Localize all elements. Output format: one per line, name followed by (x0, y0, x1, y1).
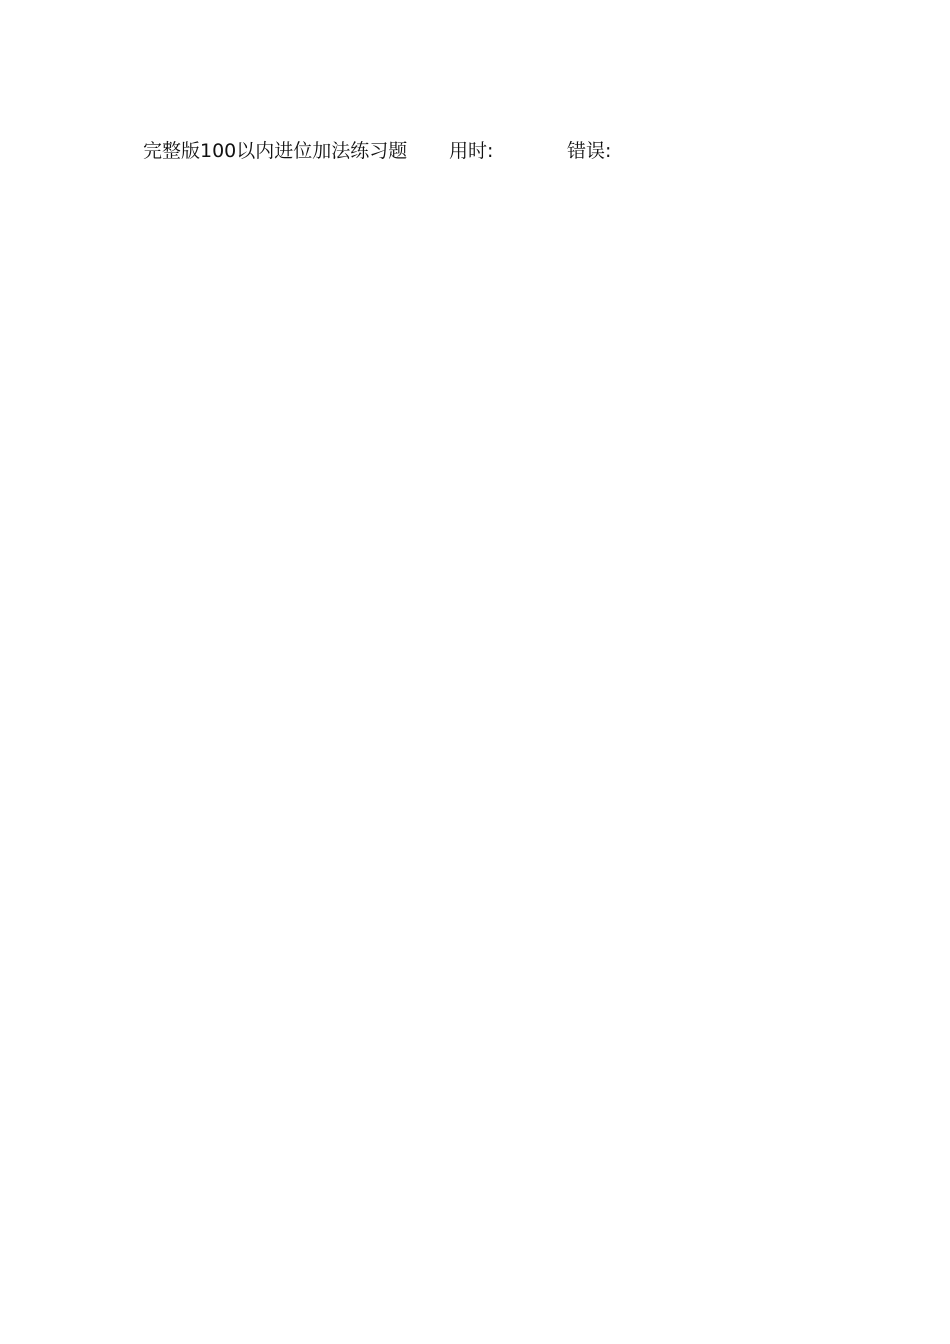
time-label: 用时: (449, 140, 494, 162)
worksheet-title: 完整版100以内进位加法练习题 (143, 140, 408, 162)
errors-label: 错误: (567, 140, 612, 162)
